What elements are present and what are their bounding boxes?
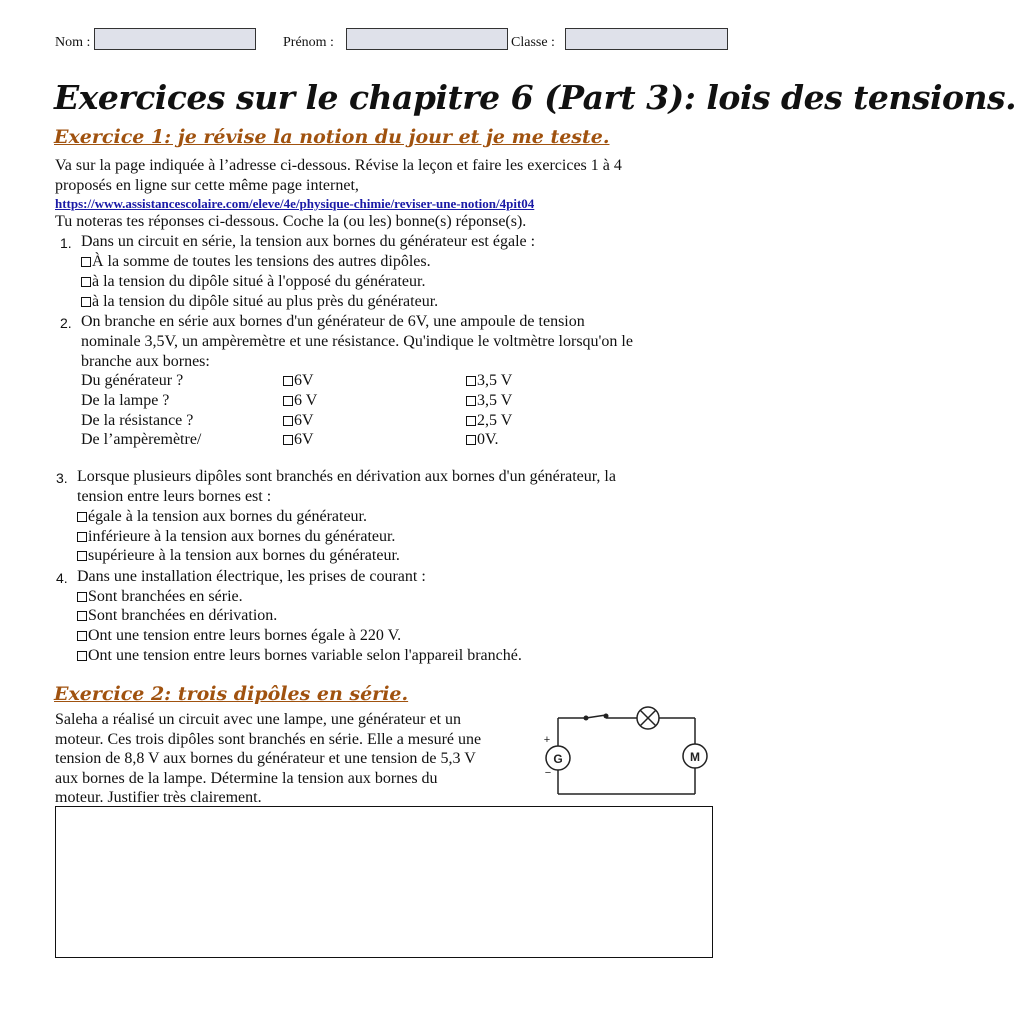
question-3-line-1: Lorsque plusieurs dipôles sont branchés en dérivation aux bornes d'un générateur, la (77, 468, 616, 485)
checkbox[interactable] (466, 376, 476, 386)
q4-option-2: Sont branchées en dérivation. (77, 606, 277, 626)
checkbox[interactable] (283, 435, 293, 445)
q1-option-3: à la tension du dipôle situé au plus près du générateur. (81, 292, 438, 312)
checkbox[interactable] (283, 416, 293, 426)
exercise-1-intro-line-2: proposés en ligne sur cette même page internet, (55, 177, 359, 194)
q2-row-label-1: Du générateur ? (81, 372, 184, 389)
q2-row-2-option-b: 3,5 V (466, 391, 512, 411)
q2-row-1-option-a: 6V (283, 371, 314, 391)
question-3-line-2: tension entre leurs bornes est : (77, 488, 272, 505)
classe-label: Classe : (511, 35, 555, 50)
q1-option-1: À la somme de toutes les tensions des autres dipôles. (81, 252, 431, 272)
q4-option-4: Ont une tension entre leurs bornes variable selon l'appareil branché. (77, 646, 522, 666)
checkbox[interactable] (466, 396, 476, 406)
q2-row-1-option-b: 3,5 V (466, 371, 512, 391)
checkbox[interactable] (283, 396, 293, 406)
lamp-icon (637, 707, 659, 729)
question-2-line-2: nominale 3,5V, un ampèremètre et une résistance. Qu'indique le voltmètre lorsqu'on le (81, 333, 633, 350)
checkbox[interactable] (81, 297, 91, 307)
question-4-text: Dans une installation électrique, les prises de courant : (77, 568, 426, 585)
q3-option-3: supérieure à la tension aux bornes du générateur. (77, 546, 400, 566)
answer-box[interactable] (55, 806, 713, 958)
exercise-2-line-5: moteur. Justifier très clairement. (55, 789, 262, 806)
q2-row-4-option-a: 6V (283, 430, 314, 450)
minus-sign: − (544, 767, 552, 779)
q4-option-3: Ont une tension entre leurs bornes égale à 220 V. (77, 626, 401, 646)
exercise-2-line-4: aux bornes de la lampe. Détermine la tension aux bornes du (55, 770, 438, 787)
classe-field[interactable] (565, 28, 728, 50)
exercise-1-intro-line-1: Va sur la page indiquée à l’adresse ci-dessous. Révise la leçon et faire les exercices 1 à 4 (55, 157, 622, 174)
checkbox[interactable] (81, 277, 91, 287)
q2-row-2-option-a: 6 V (283, 391, 317, 411)
checkbox[interactable] (283, 376, 293, 386)
question-3-number: 3. (56, 470, 68, 486)
checkbox[interactable] (77, 631, 87, 641)
question-2-line-1: On branche en série aux bornes d'un générateur de 6V, une ampoule de tension (81, 313, 585, 330)
checkbox[interactable] (77, 611, 87, 621)
q2-row-label-3: De la résistance ? (81, 412, 194, 429)
exercise-2-line-1: Saleha a réalisé un circuit avec une lampe, une générateur et un (55, 711, 462, 728)
q4-option-1: Sont branchées en série. (77, 587, 243, 607)
motor-label: M (690, 750, 700, 764)
question-4-number: 4. (56, 570, 68, 586)
plus-sign: + (543, 734, 551, 746)
checkbox[interactable] (77, 532, 87, 542)
exercise-2-heading: Exercice 2: trois dipôles en série. (54, 683, 409, 705)
question-1-text: Dans un circuit en série, la tension aux bornes du générateur est égale : (81, 233, 536, 250)
circuit-diagram (540, 700, 720, 805)
page-title: Exercices sur le chapitre 6 (Part 3): lois des tensions. (54, 78, 1016, 117)
checkbox[interactable] (77, 592, 87, 602)
checkbox[interactable] (77, 512, 87, 522)
q2-row-label-4: De l’ampèremètre/ (81, 431, 202, 448)
exercise-2-line-2: moteur. Ces trois dipôles sont branchés en série. Elle a mesuré une (55, 731, 482, 748)
checkbox[interactable] (466, 416, 476, 426)
checkbox[interactable] (77, 551, 87, 561)
checkbox[interactable] (466, 435, 476, 445)
exercise-link[interactable]: https://www.assistancescolaire.com/eleve/4e/physique-chimie/reviser-une-notion/4pit04 (55, 196, 535, 211)
q3-option-2: inférieure à la tension aux bornes du générateur. (77, 527, 395, 547)
question-2-number: 2. (60, 315, 72, 331)
switch-contact-right (604, 714, 609, 719)
q2-row-3-option-a: 6V (283, 411, 314, 431)
prenom-field[interactable] (346, 28, 508, 50)
exercise-2-line-3: tension de 8,8 V aux bornes du générateur et une tension de 5,3 V (55, 750, 476, 767)
question-2-line-3: branche aux bornes: (81, 353, 210, 370)
checkbox[interactable] (81, 257, 91, 267)
exercise-1-heading: Exercice 1: je révise la notion du jour et je me teste. (54, 126, 610, 148)
q1-option-2: à la tension du dipôle situé à l'opposé du générateur. (81, 272, 425, 292)
question-1-number: 1. (60, 235, 72, 251)
q2-row-3-option-b: 2,5 V (466, 411, 512, 431)
prenom-label: Prénom : (283, 35, 334, 50)
q2-row-label-2: De la lampe ? (81, 392, 170, 409)
checkbox[interactable] (77, 651, 87, 661)
switch-contact-left (584, 716, 589, 721)
q2-row-4-option-b: 0V. (466, 430, 499, 450)
nom-field[interactable] (94, 28, 256, 50)
generator-label: G (553, 752, 563, 766)
nom-label: Nom : (55, 35, 91, 50)
q3-option-1: égale à la tension aux bornes du générateur. (77, 507, 367, 527)
instruction-text: Tu noteras tes réponses ci-dessous. Coche la (ou les) bonne(s) réponse(s). (55, 213, 527, 230)
